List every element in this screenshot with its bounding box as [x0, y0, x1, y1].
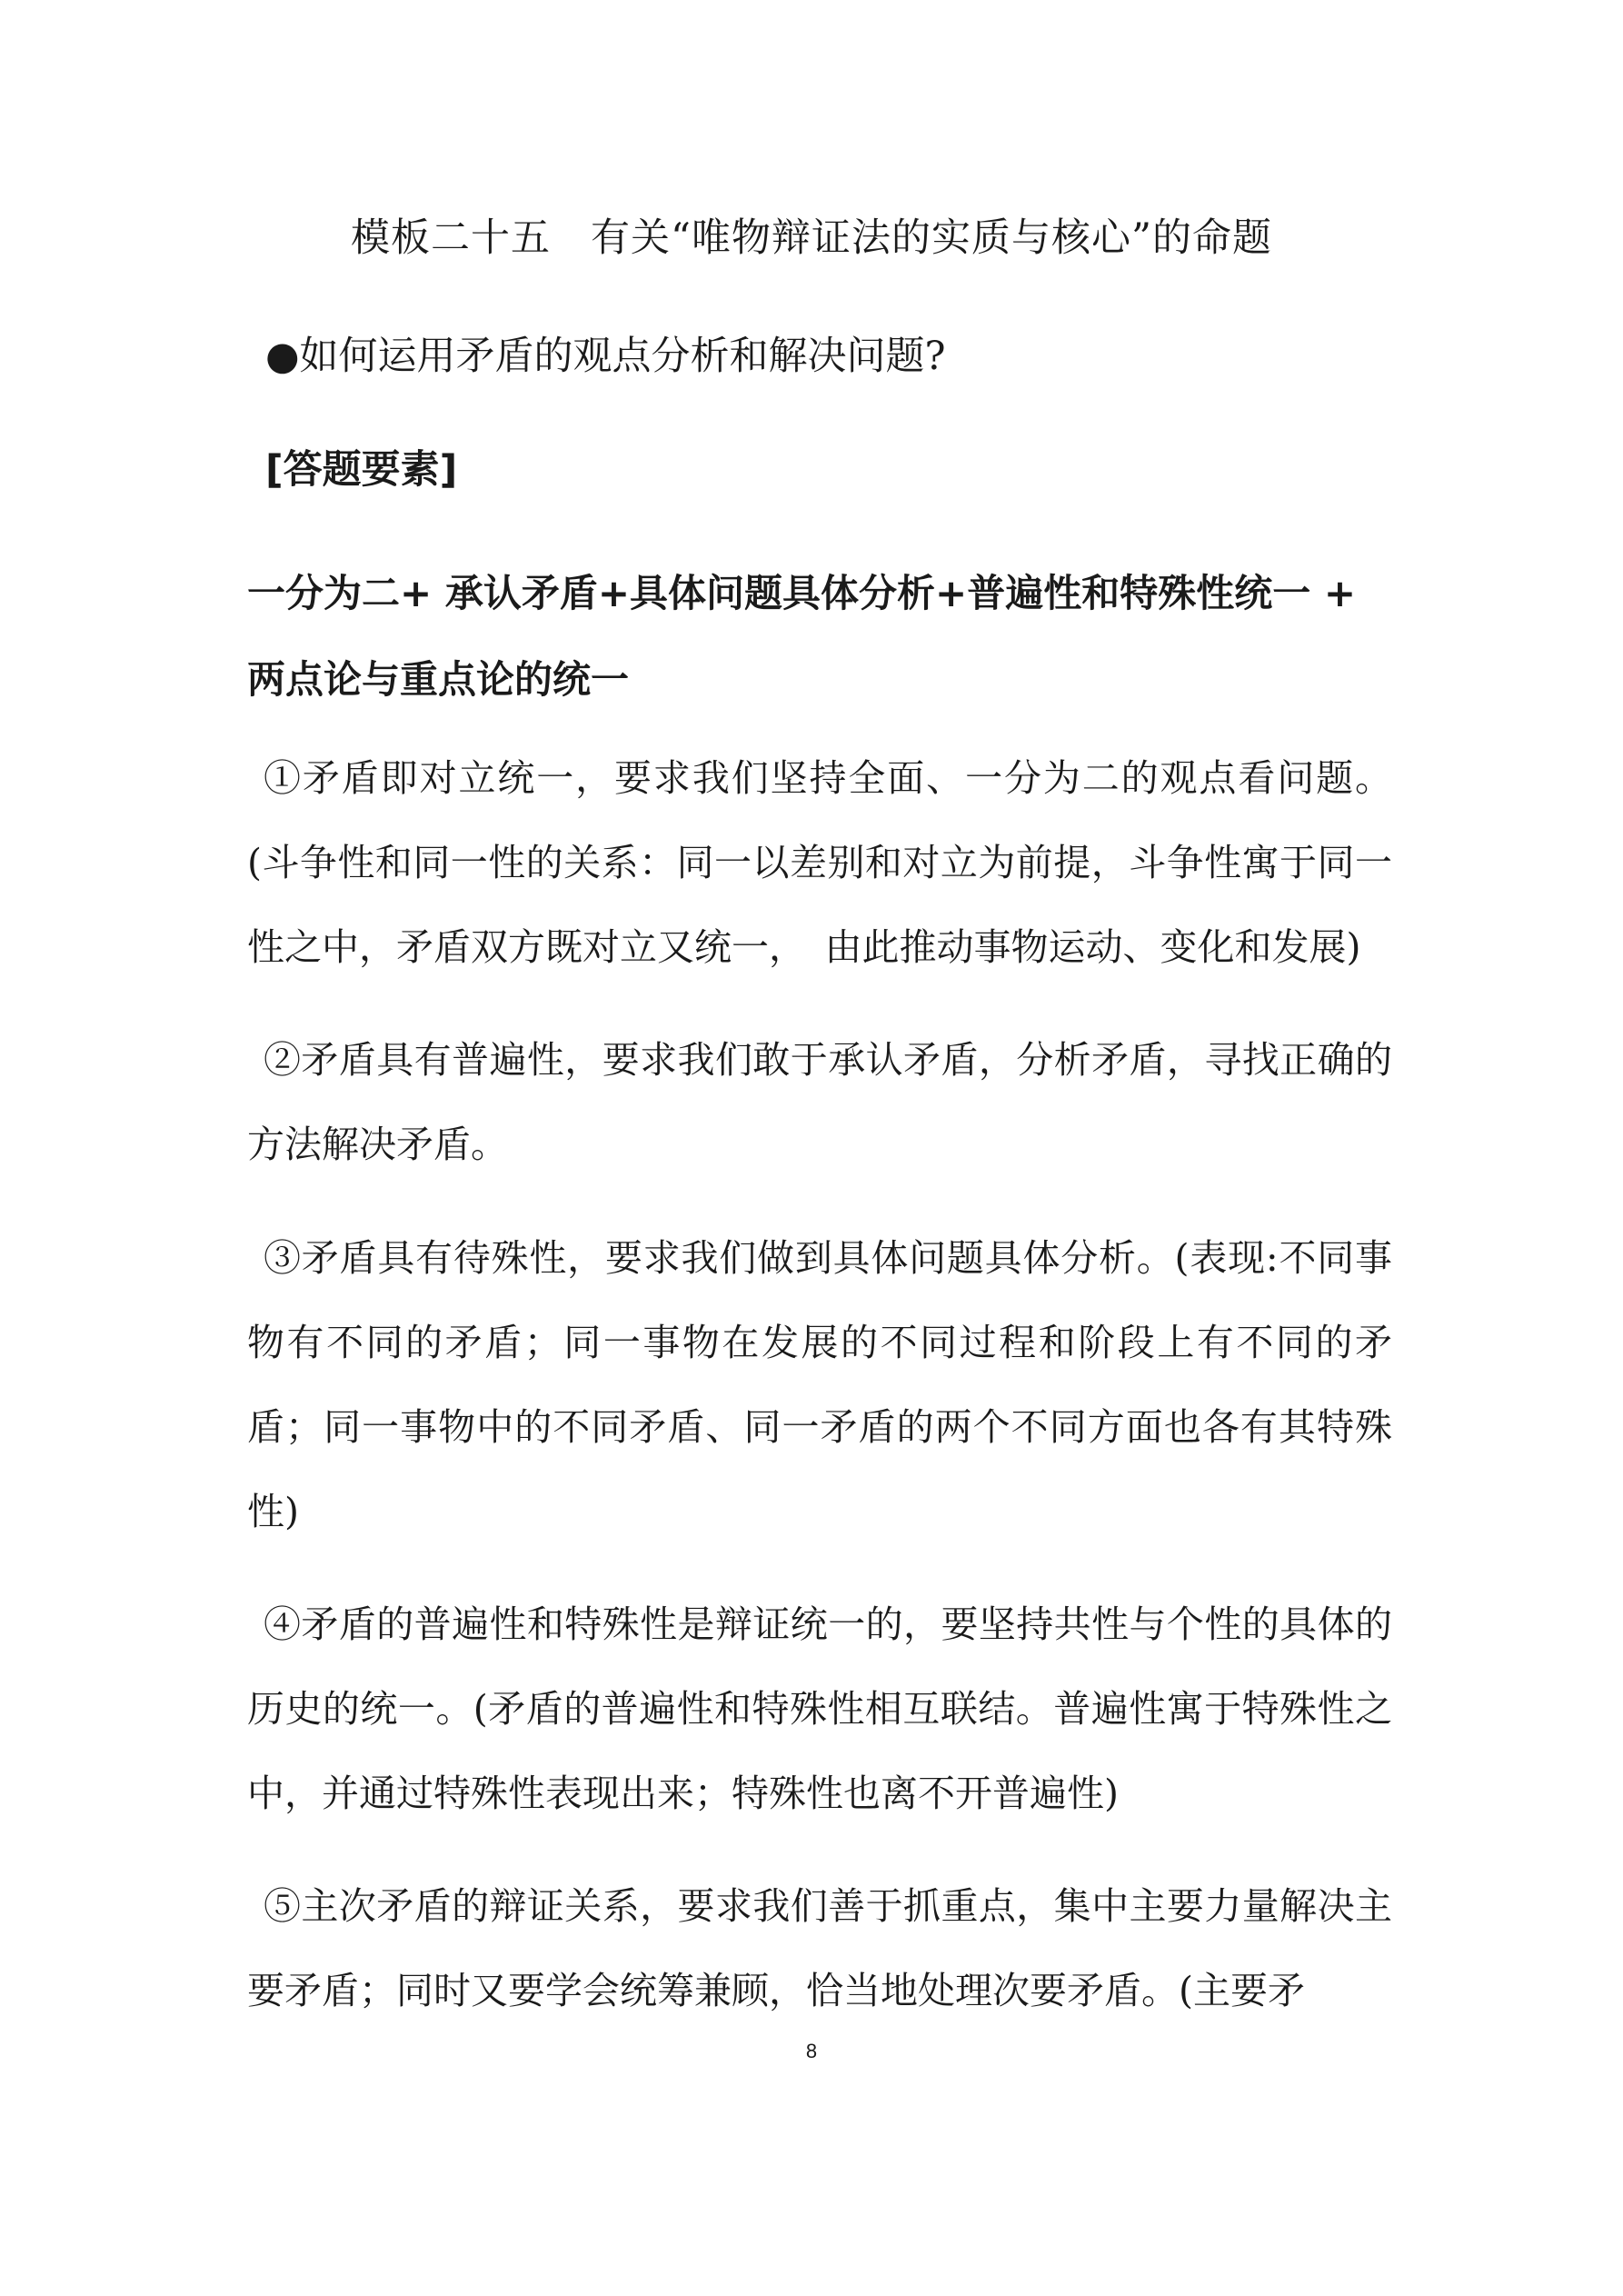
paragraph-1: ①矛盾即对立统一，要求我们坚持全面、一分为二的观点看问题。(斗争性和同一性的关系：同一以差别和对立为前提，斗争性寓于同一性之中，矛盾双方既对立又统一， 由此推动事物运动、变化和发展) — [247, 756, 1392, 969]
page-number: 8 — [805, 2040, 818, 2062]
paragraph-4: ④矛盾的普遍性和特殊性是辩证统一的，要坚持共性与个性的具体的历史的统一。(矛盾的普遍性和特殊性相互联结。普遍性寓于特殊性之中，并通过特殊性表现出来；特殊性也离不开普遍性) — [247, 1602, 1392, 1815]
question-line: ●如何运用矛盾的观点分析和解决问题? — [265, 334, 946, 379]
section-heading: [答题要素] — [265, 447, 458, 493]
paragraph-3: ③矛盾具有待殊性，要求我们做到具体问题具体分析。(表现:不同事物有不同的矛盾；同一事物在发展的不同过程和阶段上有不同的矛盾；同一事物中的不同矛盾、同一矛盾的两个不同方面也各有其特殊性) — [247, 1236, 1392, 1533]
answer-formula-line-1: 一分为二+ 承认矛盾+具体问题具体分析+普遍性和特殊性统一 + — [247, 571, 1357, 615]
paragraph-2: ②矛盾具有普遍性，要求我们敢于承认矛盾，分析矛盾，寻找正确的方法解决矛盾。 — [247, 1038, 1392, 1166]
answer-formula-line-2: 两点论与重点论的统一 — [247, 657, 630, 702]
page-title: 模板二十五 有关“唯物辩证法的实质与核心”的命题 — [351, 215, 1272, 261]
answer-formula — [247, 550, 1383, 723]
paragraph-5: ⑤主次矛盾的辩证关系，要求我们善于抓重点，集中主要力量解决主要矛盾；同时又要学会统筹兼顾，恰当地处理次要矛盾。(主要矛 — [247, 1884, 1392, 2012]
